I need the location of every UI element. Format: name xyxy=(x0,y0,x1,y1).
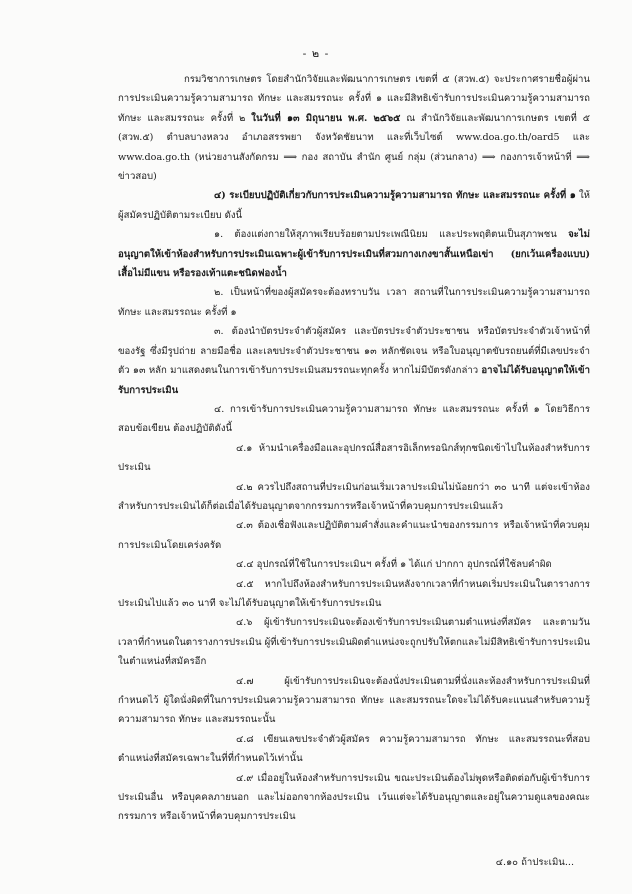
section-4-heading xyxy=(118,186,590,225)
page-number: - ๒ - xyxy=(302,47,330,60)
rule-1-text: ๑. ต้องแต่งกายให้สุภาพเรียบร้อยตามประเพณีนิยม และประพฤติตนเป็นสุภาพชน xyxy=(214,229,557,241)
rule-4-7: ๔.๗ ผู้เข้ารับการประเมินจะต้องนั่งประเมินตามที่นั่งและห้องสำหรับการประเมินที่กำหนดไว้ ผู้ใดนั่งผิดที่ในการประเมินความรู้ความสามารถ ทักษะ และสมรรถนะใดจะไม่ได้รับคะแนนสำหรับความรู้ความสามารถ ทักษะ และสมรรถนะนั้น xyxy=(118,675,590,726)
rule-4-5: ๔.๕ หากไปถึงห้องสำหรับการประเมินหลังจากเวลาที่กำหนดเริ่มประเมินในตารางการประเมินไปแล้ว ๓๐ นาที จะไม่ได้รับอนุญาตให้เข้ารับการประเมิน xyxy=(118,578,590,609)
intro-text: กรมวิชาการเกษตร โดยสำนักวิจัยและพัฒนาการเกษตร เขตที่ ๕ (สวพ.๕) จะประกาศรายชื่อผู้ผ่านการประเมินความรู้ความสามารถ ทักษะ และสมรรถนะ ครั้งที่ ๑ และมีสิทธิเข้ารับการประเมินความรู้ความสามารถ ทักษะ และสมรรถนะ ครั้งที่ ๒ xyxy=(118,74,590,124)
intro-date: ในวันที่ ๑๓ มิถุนายน พ.ศ. ๒๕๖๕ xyxy=(251,112,401,124)
rule-4: ๔. การเข้ารับการประเมินความรู้ความสามารถ ทักษะ และสมรรถนะ ครั้งที่ ๑ โดยวิธีการสอบข้อเขียน ต้องปฏิบัติดังนี้ xyxy=(118,403,590,435)
rule-3-text: ๓. ต้องนำบัตรประจำตัวผู้สมัคร และบัตรประจำตัวประชาชน หรือบัตรประจำตัวเจ้าหน้าที่ของรัฐ ซึ่งมีรูปถ่าย ลายมือชื่อ และเลขประจำตัวประชาชน ๑๓ หลักชัดเจน หรือใบอนุญาตขับรถยนต์ที่มีเลขประจำตัว ๑๓ หลัก มาแสดงตนในการเข้ารับการประเมินสมรรถนะทุกครั้ง หากไม่มีบัตรดังกล่าว xyxy=(118,326,590,377)
intro-paragraph xyxy=(118,70,590,186)
section-4-title: ๔) ระเบียบปฏิบัติเกี่ยวกับการประเมินความรู้ความสามารถ ทักษะ และสมรรถนะ ครั้งที่ ๑ xyxy=(214,190,576,202)
rule-4-1: ๔.๑ ห้ามนำเครื่องมือและอุปกรณ์สื่อสารอิเล็กทรอนิกส์ทุกชนิดเข้าไปในห้องสำหรับการประเมิน xyxy=(118,442,590,474)
rule-3-bold: อาจไม่ได้รับอนุญาตให้เข้ารับการประเมิน xyxy=(118,365,590,396)
rule-4-8: ๔.๘ เขียนเลขประจำตัวผู้สมัคร ความรู้ความสามารถ ทักษะ และสมรรถนะที่สอบตำแหน่งที่สมัครเฉพาะในที่ที่กำหนดไว้เท่านั้น xyxy=(118,733,590,765)
rule-1-bold: จะไม่อนุญาตให้เข้าห้องสำหรับการประเมินเฉพาะผู้เข้ารับการประเมินที่สวมกางเกงขาสั้นเหนือเข่า (ยกเว้นเครื่องแบบ) เสื้อไม่มีแขน หรือรองเท้าแตะชนิดฟองน้ำ xyxy=(118,229,590,280)
continued-footer: ๔.๑๐ ถ้าประเมิน... xyxy=(495,857,574,868)
rule-4-2: ๔.๒ ควรไปถึงสถานที่ประเมินก่อนเริ่มเวลาประเมินไม่น้อยกว่า ๓๐ นาที แต่จะเข้าห้องสำหรับการประเมินได้ก็ต่อเมื่อได้รับอนุญาตจากกรรมการหรือเจ้าหน้าที่ควบคุมการประเมินแล้ว xyxy=(118,481,590,512)
intro-text-2: ณ สำนักวิจัยและพัฒนาการเกษตร เขตที่ ๕ (สวพ.๕) ตำบลบางหลวง อำเภอสรรพยา จังหวัดชัยนาท และที่เว็บไซต์ www.doa.go.th/oard5 และ www.doa.go.th (หน่วยงานสังกัดกรม ⟹ กอง สถาบัน สำนัก ศูนย์ กลุ่ม (ส่วนกลาง) ⟹ กองการเจ้าหน้าที่ ⟹ ข่าวสอบ) xyxy=(118,112,590,183)
section-4-sub: ให้ผู้สมัครปฏิบัติตามระเบียบ ดังนี้ xyxy=(118,190,590,221)
rule-4-3: ๔.๓ ต้องเชื่อฟังและปฏิบัติตามคำสั่งและคำแนะนำของกรรมการ หรือเจ้าหน้าที่ควบคุมการประเมินโดยเคร่งครัด xyxy=(118,520,590,551)
rule-1 xyxy=(118,225,590,283)
document-body xyxy=(118,70,590,827)
rule-4-6: ๔.๖ ผู้เข้ารับการประเมินจะต้องเข้ารับการประเมินตามตำแหน่งที่สมัคร และตามวันเวลาที่กำหนดในตารางการประเมิน ผู้ที่เข้ารับการประเมินผิดตำแหน่งจะถูกปรับให้ตกและไม่มีสิทธิเข้ารับการประเมินในตำแหน่งที่สมัครอีก xyxy=(118,617,591,668)
rule-4-4: ๔.๔ อุปกรณ์ที่ใช้ในการประเมินฯ ครั้งที่ ๑ ได้แก่ ปากกา อุปกรณ์ที่ใช้ลบคำผิด xyxy=(236,559,552,571)
rule-2: ๒. เป็นหน้าที่ของผู้สมัครจะต้องทราบวัน เวลา สถานที่ในการประเมินความรู้ความสามารถ ทักษะ และสมรรถนะ ครั้งที่ ๑ xyxy=(118,287,590,318)
rule-4-9: ๔.๙ เมื่ออยู่ในห้องสำหรับการประเมิน ขณะประเมินต้องไม่พูดหรือติดต่อกับผู้เข้ารับการประเมินอื่น หรือบุคคลภายนอก และไม่ออกจากห้องประเมิน เว้นแต่จะได้รับอนุญาตและอยู่ในความดูแลของคณะกรรมการ หรือเจ้าหน้าที่ควบคุมการประเมิน xyxy=(118,772,590,823)
rule-3 xyxy=(118,322,590,400)
